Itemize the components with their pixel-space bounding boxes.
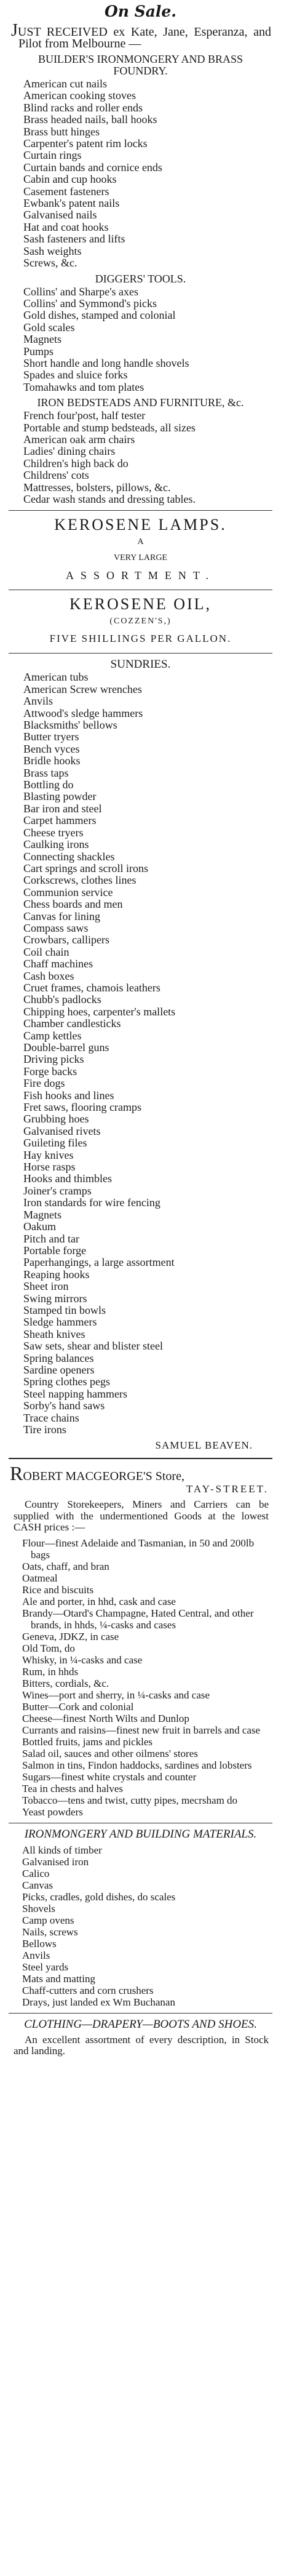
list-item: Mats and matting xyxy=(22,1972,95,1985)
kerosene-brand: (COZZEN'S,) xyxy=(109,617,172,626)
list-item: Rice and biscuits xyxy=(22,1583,94,1596)
list-item: Blacksmiths' bellows xyxy=(23,719,117,732)
list-item: Children's high back do xyxy=(23,457,129,470)
list-item: Curtain bands and cornice ends xyxy=(23,161,162,174)
list-item: Butter tryers xyxy=(23,730,79,743)
list-item: Wines—port and sherry, in ¼-casks and case xyxy=(22,1689,210,1701)
ironmongery-list xyxy=(0,1844,281,2008)
list-item: Camp kettles xyxy=(23,1029,82,1042)
list-item: Cheese—finest North Wilts and Dunlop xyxy=(22,1712,189,1724)
list-item: Connecting shackles xyxy=(23,850,115,863)
list-item: All kinds of timber xyxy=(22,1844,102,1856)
list-item: Cedar wash stands and dressing tables. xyxy=(23,493,196,505)
list-item: Canvas xyxy=(22,1879,53,1891)
list-item: Spades and sluice forks xyxy=(23,369,128,382)
kerosene-price: FIVE SHILLINGS PER GALLON. xyxy=(49,633,232,645)
list-item: Pumps xyxy=(23,345,54,358)
list-item: Fish hooks and lines xyxy=(23,1089,114,1102)
list-item: Oakum xyxy=(23,1220,56,1233)
list-item: Grubbing hoes xyxy=(23,1113,89,1126)
sundries-list xyxy=(0,671,281,1436)
builders-list xyxy=(0,78,281,270)
list-item: Nails, screws xyxy=(22,1926,78,1938)
list-item: Calico xyxy=(22,1867,50,1879)
clothing-heading: CLOTHING—DRAPERY—BOOTS AND SHOES. xyxy=(24,2017,257,2031)
list-item: Pitch and tar xyxy=(23,1232,79,1245)
list-item: Galvanised iron xyxy=(22,1855,89,1868)
list-item: Oats, chaff, and bran xyxy=(22,1560,109,1572)
list-item: Saw sets, shear and blister steel xyxy=(23,1340,163,1353)
list-item: Salmon in tins, Findon haddocks, sardines and lobsters xyxy=(22,1759,252,1771)
list-item: Magnets xyxy=(23,1208,61,1221)
list-item: Forge backs xyxy=(23,1065,77,1078)
list-item: Gold dishes, stamped and colonial xyxy=(23,309,176,322)
builders-heading: BUILDER'S IRONMONGERY AND BRASS FOUNDRY. xyxy=(38,53,243,77)
list-item: Hay knives xyxy=(23,1148,74,1161)
list-item: Cash boxes xyxy=(23,969,74,982)
list-item: Swing mirrors xyxy=(23,1292,87,1305)
list-item: Compass saws xyxy=(23,921,89,934)
list-item: Canvas for lining xyxy=(23,910,100,922)
list-item: Coil chain xyxy=(23,945,69,958)
masthead-title: On Sale. xyxy=(104,2,177,20)
list-item: Chamber candlesticks xyxy=(23,1017,121,1030)
list-item: Cheese tryers xyxy=(23,826,84,839)
list-item: Childrens' cots xyxy=(23,469,89,482)
list-item: Casement fasteners xyxy=(23,185,109,198)
list-item: French four'post, half tester xyxy=(23,409,146,422)
list-item: Sorby's hand saws xyxy=(23,1399,105,1412)
robert-intro-paragraph: Country Storekeepers, Miners and Carriers can be supplied with the undermentioned Goods at the lowest CASH prices :— xyxy=(14,1498,269,1534)
list-item: Portable forge xyxy=(23,1244,87,1257)
list-item: Brass headed nails, ball hooks xyxy=(23,113,157,126)
list-item: Hat and coat hooks xyxy=(23,220,109,233)
list-item: Yeast powders xyxy=(22,1806,83,1818)
list-item: Bar iron and steel xyxy=(23,802,102,815)
list-item: Tire irons xyxy=(23,1423,66,1436)
list-item: Tomahawks and tom plates xyxy=(23,380,144,393)
list-item: Corkscrews, clothes lines xyxy=(23,874,137,887)
list-item: Flour—finest Adelaide and Tasmanian, in 50 and 200lb bags xyxy=(22,1537,255,1561)
list-item: Chess boards and men xyxy=(23,898,123,911)
list-item: Curtain rings xyxy=(23,149,82,162)
list-item: Horse rasps xyxy=(23,1161,76,1174)
list-item: Cruet frames, chamois leathers xyxy=(23,981,160,994)
list-item: Rum, in hhds xyxy=(22,1665,79,1678)
list-item: Ladies' dining chairs xyxy=(23,445,116,458)
list-item: Anvils xyxy=(23,695,53,708)
list-item: Sheet iron xyxy=(23,1280,69,1293)
list-item: Gold scales xyxy=(23,321,75,334)
kerosene-very-large: VERY LARGE xyxy=(114,553,167,563)
list-item: American cooking stoves xyxy=(23,89,136,102)
list-item: Drays, just landed ex Wm Buchanan xyxy=(22,1996,175,2008)
list-item: Picks, cradles, gold dishes, do scales xyxy=(22,1890,176,1903)
divider xyxy=(9,1458,272,1459)
diggers-heading: DIGGERS' TOOLS. xyxy=(95,272,186,285)
list-item: American Screw wrenches xyxy=(23,682,142,695)
list-item: Collins' and Symmond's picks xyxy=(23,297,157,310)
robert-heading xyxy=(10,1462,271,1485)
list-item: Short handle and long handle shovels xyxy=(23,356,189,369)
list-item: Spring balances xyxy=(23,1351,94,1364)
kerosene-assortment: ASSORTMENT. xyxy=(65,569,216,582)
list-item: Blasting powder xyxy=(23,790,97,803)
list-item: Carpet hammers xyxy=(23,814,97,827)
list-item: Tea in chests and halves xyxy=(22,1782,124,1794)
intro-text: UST RECEIVED ex Kate, Jane, Esperanza, and Pilot from Melbourne — xyxy=(17,25,271,50)
robert-drop-letter: R xyxy=(10,1462,23,1485)
list-item: Stamped tin bowls xyxy=(23,1303,106,1316)
list-item: Tobacco—tens and twist, cutty pipes, mecrsham do xyxy=(22,1794,238,1806)
list-item: Magnets xyxy=(23,333,61,346)
list-item: Shovels xyxy=(22,1902,55,1914)
divider xyxy=(9,510,272,511)
iron-heading: IRON BEDSTEADS AND FURNITURE, &c. xyxy=(37,396,244,409)
list-item: Sugars—finest white crystals and counter xyxy=(22,1770,197,1783)
list-item: Cabin and cup hooks xyxy=(23,173,117,186)
list-item: Steel yards xyxy=(22,1961,69,1973)
divider xyxy=(9,653,272,654)
list-item: Sardine openers xyxy=(23,1363,95,1376)
list-item: Fire dogs xyxy=(23,1077,65,1090)
list-item: Hooks and thimbles xyxy=(23,1172,112,1185)
list-item: Reaping hooks xyxy=(23,1268,90,1281)
sundries-signature: SAMUEL BEAVEN. xyxy=(155,1439,253,1452)
list-item: Currants and raisins—finest new fruit in barrels and case xyxy=(22,1724,261,1736)
clothing-text: An excellent assortment of every description, in Stock and landing. xyxy=(14,2033,269,2057)
list-item: Collins' and Sharpe's axes xyxy=(23,285,138,298)
list-item: Sledge hammers xyxy=(23,1316,97,1329)
list-item: Mattresses, bolsters, pillows, &c. xyxy=(23,481,171,494)
list-item: Galvanised nails xyxy=(23,209,97,222)
list-item: Attwood's sledge hammers xyxy=(23,706,143,719)
kerosene-a: A xyxy=(137,537,144,547)
list-item: Brass taps xyxy=(23,766,69,779)
list-item: Oatmeal xyxy=(22,1572,58,1584)
list-item: Salad oil, sauces and other oilmens' stores xyxy=(22,1747,198,1759)
list-item: Bitters, cordials, &c. xyxy=(22,1677,109,1689)
list-item: Sash weights xyxy=(23,244,82,257)
list-item: Galvanised rivets xyxy=(23,1124,101,1137)
list-item: Fret saws, flooring cramps xyxy=(23,1101,141,1114)
list-item: Old Tom, do xyxy=(22,1642,75,1654)
list-item: Spring clothes pegs xyxy=(23,1375,110,1388)
list-item: Guileting files xyxy=(23,1137,87,1150)
robert-street: TAY-STREET. xyxy=(186,1483,269,1495)
diggers-list xyxy=(0,286,281,394)
list-item: Caulking irons xyxy=(23,838,89,851)
list-item: Double-barrel guns xyxy=(23,1041,109,1054)
list-item: Sash fasteners and lifts xyxy=(23,233,125,246)
list-item: Iron standards for wire fencing xyxy=(23,1196,160,1209)
list-item: Communion service xyxy=(23,886,113,898)
list-item: American cut nails xyxy=(23,78,107,90)
list-item: Whisky, in ¼-casks and case xyxy=(22,1654,143,1666)
list-item: Sheath knives xyxy=(23,1327,85,1340)
kerosene-lamps-heading: KEROSENE LAMPS. xyxy=(54,516,227,534)
list-item: Paperhangings, a large assortment xyxy=(23,1256,175,1269)
list-item: Camp ovens xyxy=(22,1914,74,1926)
list-item: Anvils xyxy=(22,1949,50,1961)
kerosene-oil-heading: KEROSENE OIL, xyxy=(69,595,212,614)
list-item: Geneva, JDKZ, in case xyxy=(22,1630,119,1642)
list-item: Screws, &c. xyxy=(23,257,77,270)
list-item: Carpenter's patent rim locks xyxy=(23,137,148,150)
list-item: Bellows xyxy=(22,1937,57,1950)
sundries-heading: SUNDRIES. xyxy=(110,658,171,671)
list-item: Blind racks and roller ends xyxy=(23,101,143,114)
list-item: Crowbars, callipers xyxy=(23,934,109,946)
list-item: Bottling do xyxy=(23,778,74,791)
robert-list xyxy=(0,1537,281,1818)
list-item: Steel napping hammers xyxy=(23,1387,127,1400)
list-item: Ale and porter, in hhd, cask and case xyxy=(22,1595,176,1607)
list-item: Driving picks xyxy=(23,1053,84,1066)
list-item: Cart springs and scroll irons xyxy=(23,862,148,874)
iron-list xyxy=(0,410,281,505)
list-item: Bridle hooks xyxy=(23,754,81,767)
list-item: Bench vyces xyxy=(23,742,80,755)
list-item: Brass butt hinges xyxy=(23,125,100,138)
list-item: Butter—Cork and colonial xyxy=(22,1700,134,1713)
intro-notice xyxy=(11,21,271,50)
robert-heading-text: OBERT MACGEORGE'S Store, xyxy=(23,1470,184,1484)
list-item: American oak arm chairs xyxy=(23,433,135,446)
list-item: Brandy—Otard's Champagne, Hated Central, and other brands, in hhds, ¼-casks and cases xyxy=(22,1607,254,1631)
list-item: Chaff machines xyxy=(23,958,93,970)
list-item: American tubs xyxy=(23,671,89,684)
divider xyxy=(9,2013,272,2014)
list-item: Chaff-cutters and corn crushers xyxy=(22,1984,154,1996)
list-item: Ewbank's patent nails xyxy=(23,197,120,210)
intro-drop-letter: J xyxy=(11,21,18,40)
list-item: Trace chains xyxy=(23,1411,79,1424)
ironmongery-heading: IRONMONGERY AND BUILDING MATERIALS. xyxy=(24,1827,257,1841)
list-item: Chubb's padlocks xyxy=(23,993,101,1006)
list-item: Bottled fruits, jams and pickles xyxy=(22,1735,152,1748)
list-item: Joiner's cramps xyxy=(23,1184,92,1197)
list-item: Portable and stump bedsteads, all sizes xyxy=(23,421,196,434)
list-item: Chipping hoes, carpenter's mallets xyxy=(23,1005,176,1018)
